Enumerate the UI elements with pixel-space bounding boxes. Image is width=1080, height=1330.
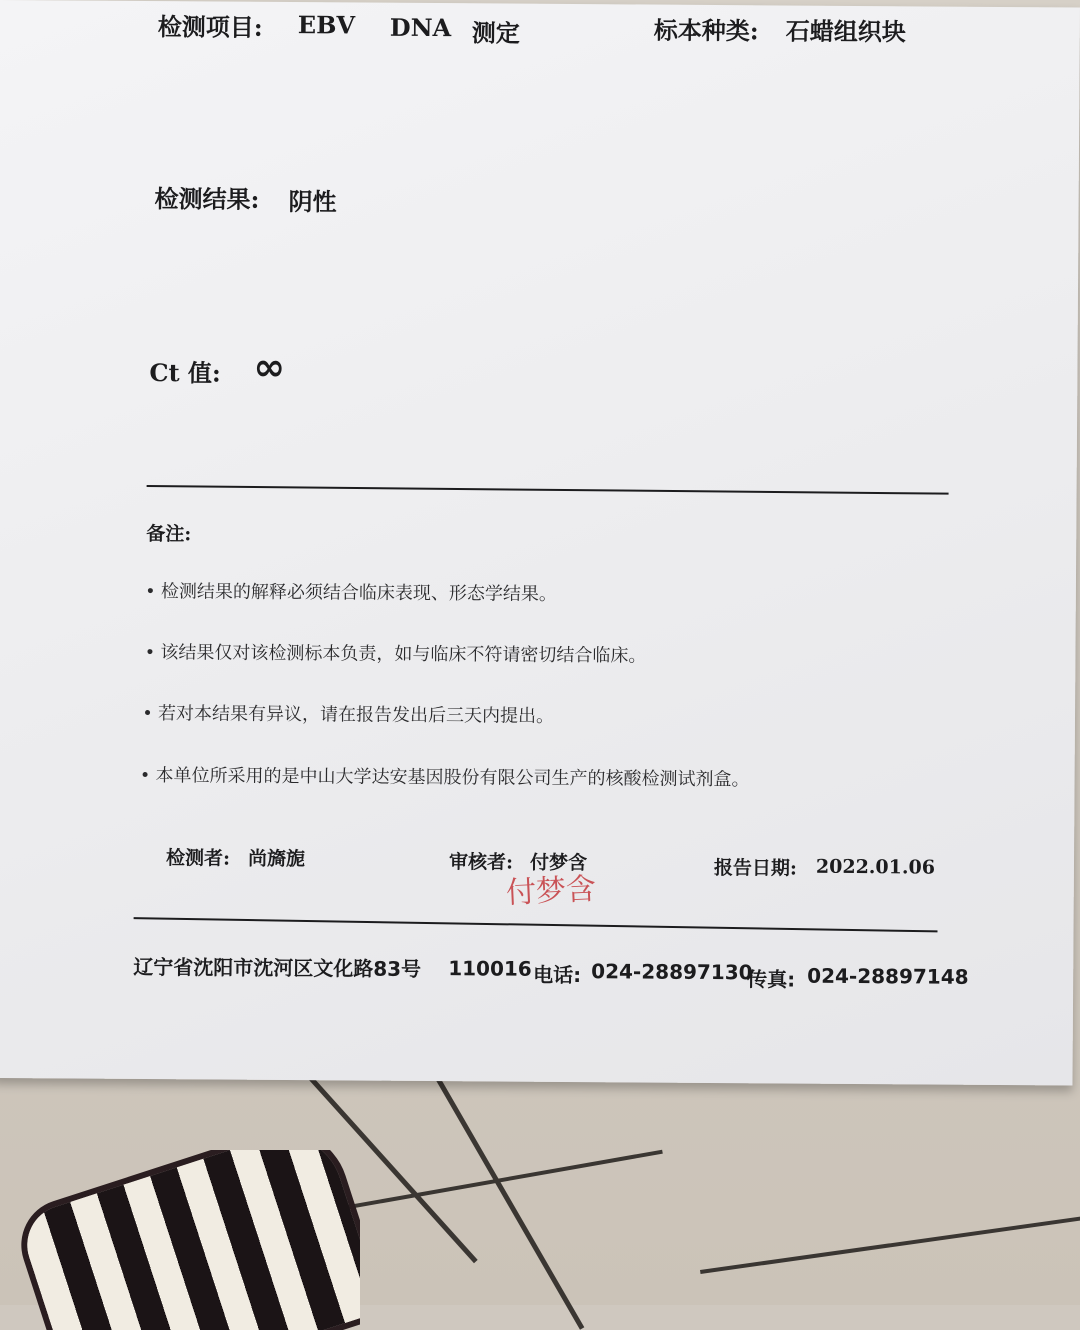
specimen-value: 石蜡组织块 [785,16,906,47]
footer-phone: 024-28897130 [591,959,753,985]
knitted-sleeve [0,1150,360,1330]
result-label: 检测结果: [154,184,260,214]
tile-grout-line [430,1068,584,1330]
notes-title: 备注: [146,523,192,546]
reviewer-signature: 付梦含 [505,871,597,911]
ct-value: ∞ [253,344,286,389]
knitted-sleeve-stripes [17,1150,360,1330]
note-item: 该结果仅对该检测标本负责，如与临床不符请密切结合临床。 [147,638,646,667]
note-item: 若对本结果有异议，请在报告发出后三天内提出。 [145,699,554,728]
tile-grout-line [700,1214,1080,1274]
report-date-label: 报告日期: [713,857,798,880]
specimen-label: 标本种类: [653,15,759,46]
section-divider [147,485,949,495]
bullet-icon [148,588,153,593]
test-item-assay: 测定 [471,18,520,48]
report-date-value: 2022.01.06 [815,855,936,879]
test-item-dna: DNA [389,12,452,43]
footer-phone-label: 电话: [533,962,582,988]
tester-label: 检测者: [165,847,231,870]
bullet-icon [147,649,152,654]
footer-divider [134,917,938,932]
test-item-ebv: EBV [297,10,356,40]
reviewer-name: 付梦含 [529,851,588,875]
footer-postcode: 110016 [448,956,532,981]
tester-name: 尚旖旎 [247,847,306,871]
bullet-icon [143,772,148,777]
reviewer-label: 审核者: [448,851,514,874]
footer-fax: 024-28897148 [807,963,969,989]
note-item: 本单位所采用的是中山大学达安基因股份有限公司生产的核酸检测试剂盒。 [143,761,750,791]
test-item-label: 检测项目: [157,12,263,42]
bullet-icon [145,710,150,715]
ct-label: Ct 值: [149,358,221,388]
result-value: 阴性 [288,187,337,217]
note-item: 检测结果的解释必须结合临床表现、形态学结果。 [148,577,557,606]
footer-fax-label: 传真: [747,967,796,992]
footer-address: 辽宁省沈阳市沈河区文化路83号 [133,954,422,981]
